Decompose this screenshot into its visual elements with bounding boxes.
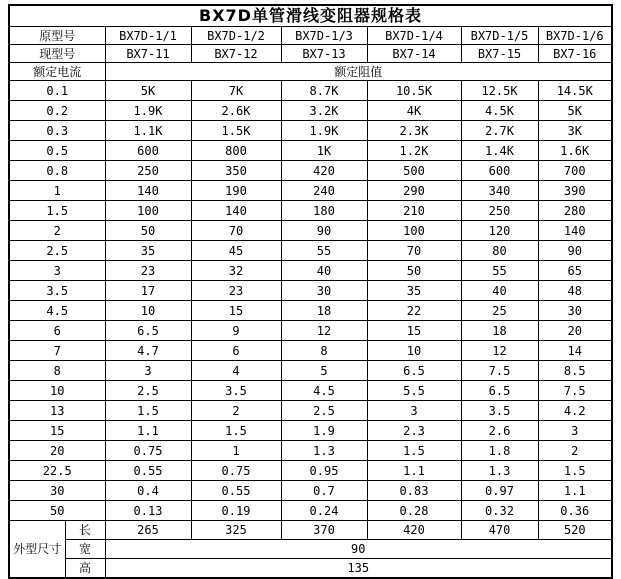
resistance-value-cell: 1.5 [105, 401, 191, 421]
resistance-value-cell: 1K [281, 141, 367, 161]
resistance-value-cell: 12.5K [461, 81, 538, 101]
rated-current-cell: 15 [9, 421, 105, 441]
resistance-value-cell: 1.5 [191, 421, 281, 441]
resistance-value-cell: 6.5 [105, 321, 191, 341]
resistance-value-cell: 800 [191, 141, 281, 161]
resistance-value-cell: 140 [105, 181, 191, 201]
resistance-value-cell: 2 [538, 441, 612, 461]
current-model-cell: BX7-12 [191, 45, 281, 63]
spec-data-row [9, 261, 612, 281]
rated-current-cell: 2 [9, 221, 105, 241]
resistance-value-cell: 140 [191, 201, 281, 221]
length-cell: 325 [191, 521, 281, 540]
resistance-value-cell: 1.3 [461, 461, 538, 481]
spec-table [8, 4, 613, 579]
resistance-value-cell: 2.5 [281, 401, 367, 421]
resistance-value-cell: 6.5 [461, 381, 538, 401]
resistance-value-cell: 10.5K [367, 81, 461, 101]
resistance-value-cell: 0.83 [367, 481, 461, 501]
rated-current-cell: 30 [9, 481, 105, 501]
resistance-value-cell: 32 [191, 261, 281, 281]
resistance-value-cell: 1.9 [281, 421, 367, 441]
resistance-value-cell: 70 [191, 221, 281, 241]
resistance-value-cell: 0.97 [461, 481, 538, 501]
current-model-cell: BX7-16 [538, 45, 612, 63]
resistance-value-cell: 1.5 [538, 461, 612, 481]
resistance-value-cell: 3 [367, 401, 461, 421]
spec-data-row [9, 101, 612, 121]
spec-data-row [9, 321, 612, 341]
resistance-value-cell: 600 [105, 141, 191, 161]
resistance-value-cell: 1.9K [281, 121, 367, 141]
resistance-value-cell: 5K [538, 101, 612, 121]
resistance-value-cell: 50 [105, 221, 191, 241]
resistance-value-cell: 1.8 [461, 441, 538, 461]
resistance-value-cell: 35 [367, 281, 461, 301]
spec-data-row [9, 121, 612, 141]
resistance-value-cell: 25 [461, 301, 538, 321]
resistance-value-cell: 20 [538, 321, 612, 341]
resistance-value-cell: 4 [191, 361, 281, 381]
resistance-value-cell: 7.5 [461, 361, 538, 381]
resistance-value-cell: 210 [367, 201, 461, 221]
resistance-value-cell: 35 [105, 241, 191, 261]
resistance-value-cell: 14 [538, 341, 612, 361]
rated-current-cell: 50 [9, 501, 105, 521]
original-model-label: 原型号 [9, 27, 105, 45]
resistance-value-cell: 90 [538, 241, 612, 261]
spec-data-row [9, 401, 612, 421]
resistance-value-cell: 350 [191, 161, 281, 181]
rated-resistance-label: 额定阻值 [105, 63, 612, 81]
resistance-value-cell: 5K [105, 81, 191, 101]
resistance-value-cell: 45 [191, 241, 281, 261]
spec-data-row [9, 81, 612, 101]
resistance-value-cell: 2.6 [461, 421, 538, 441]
spec-data-row [9, 361, 612, 381]
rated-current-cell: 20 [9, 441, 105, 461]
resistance-value-cell: 8 [281, 341, 367, 361]
resistance-value-cell: 290 [367, 181, 461, 201]
original-model-cell: BX7D-1/3 [281, 27, 367, 45]
current-model-cell: BX7-13 [281, 45, 367, 63]
resistance-value-cell: 2.6K [191, 101, 281, 121]
current-model-row [9, 45, 612, 63]
current-model-cell: BX7-14 [367, 45, 461, 63]
spec-data-row [9, 421, 612, 441]
spec-data-row [9, 241, 612, 261]
resistance-value-cell: 15 [191, 301, 281, 321]
resistance-value-cell: 190 [191, 181, 281, 201]
spec-data-row [9, 141, 612, 161]
table-body [9, 5, 612, 578]
original-model-cell: BX7D-1/5 [461, 27, 538, 45]
rated-current-cell: 3 [9, 261, 105, 281]
rated-current-cell: 4.5 [9, 301, 105, 321]
resistance-value-cell: 4.2 [538, 401, 612, 421]
resistance-value-cell: 120 [461, 221, 538, 241]
resistance-value-cell: 22 [367, 301, 461, 321]
resistance-value-cell: 2.3K [367, 121, 461, 141]
resistance-value-cell: 18 [461, 321, 538, 341]
resistance-value-cell: 1.1K [105, 121, 191, 141]
resistance-value-cell: 3 [538, 421, 612, 441]
rated-current-cell: 1 [9, 181, 105, 201]
rated-current-cell: 8 [9, 361, 105, 381]
width-label: 宽 [65, 540, 105, 559]
resistance-value-cell: 2 [191, 401, 281, 421]
original-model-cell: BX7D-1/1 [105, 27, 191, 45]
resistance-value-cell: 100 [105, 201, 191, 221]
resistance-value-cell: 12 [281, 321, 367, 341]
rated-current-cell: 0.5 [9, 141, 105, 161]
resistance-value-cell: 6 [191, 341, 281, 361]
resistance-value-cell: 0.7 [281, 481, 367, 501]
rated-current-cell: 1.5 [9, 201, 105, 221]
resistance-value-cell: 500 [367, 161, 461, 181]
resistance-value-cell: 0.36 [538, 501, 612, 521]
resistance-value-cell: 55 [461, 261, 538, 281]
resistance-value-cell: 18 [281, 301, 367, 321]
dimensions-label: 外型尺寸 [9, 521, 65, 579]
resistance-value-cell: 180 [281, 201, 367, 221]
length-row [9, 521, 612, 540]
resistance-value-cell: 1.1 [105, 421, 191, 441]
resistance-value-cell: 30 [281, 281, 367, 301]
spec-data-row [9, 441, 612, 461]
resistance-value-cell: 0.4 [105, 481, 191, 501]
resistance-value-cell: 48 [538, 281, 612, 301]
resistance-value-cell: 7.5 [538, 381, 612, 401]
height-label: 高 [65, 559, 105, 579]
resistance-value-cell: 1.1 [367, 461, 461, 481]
rated-current-cell: 10 [9, 381, 105, 401]
resistance-value-cell: 2.3 [367, 421, 461, 441]
rated-current-label: 额定电流 [9, 63, 105, 81]
resistance-value-cell: 3.5 [191, 381, 281, 401]
original-model-cell: BX7D-1/2 [191, 27, 281, 45]
resistance-value-cell: 0.75 [105, 441, 191, 461]
height-cell: 135 [105, 559, 612, 579]
spec-data-row [9, 161, 612, 181]
resistance-value-cell: 17 [105, 281, 191, 301]
resistance-value-cell: 70 [367, 241, 461, 261]
rated-current-cell: 2.5 [9, 241, 105, 261]
resistance-value-cell: 1.2K [367, 141, 461, 161]
original-model-cell: BX7D-1/6 [538, 27, 612, 45]
resistance-value-cell: 340 [461, 181, 538, 201]
resistance-value-cell: 5 [281, 361, 367, 381]
resistance-value-cell: 80 [461, 241, 538, 261]
resistance-value-cell: 3 [105, 361, 191, 381]
spec-data-row [9, 221, 612, 241]
resistance-value-cell: 10 [367, 341, 461, 361]
length-cell: 370 [281, 521, 367, 540]
table-title: BX7D单管滑线变阻器规格表 [9, 5, 612, 27]
resistance-value-cell: 1.5 [367, 441, 461, 461]
rated-current-cell: 7 [9, 341, 105, 361]
spec-data-row [9, 461, 612, 481]
resistance-value-cell: 4.7 [105, 341, 191, 361]
original-model-row [9, 27, 612, 45]
resistance-value-cell: 1.6K [538, 141, 612, 161]
resistance-value-cell: 15 [367, 321, 461, 341]
length-cell: 470 [461, 521, 538, 540]
resistance-value-cell: 140 [538, 221, 612, 241]
rated-current-cell: 0.8 [9, 161, 105, 181]
resistance-value-cell: 1.1 [538, 481, 612, 501]
width-row [9, 540, 612, 559]
current-model-cell: BX7-15 [461, 45, 538, 63]
resistance-value-cell: 1.9K [105, 101, 191, 121]
length-cell: 520 [538, 521, 612, 540]
spec-data-row [9, 281, 612, 301]
resistance-value-cell: 14.5K [538, 81, 612, 101]
resistance-value-cell: 2.5 [105, 381, 191, 401]
resistance-value-cell: 3.5 [461, 401, 538, 421]
resistance-value-cell: 6.5 [367, 361, 461, 381]
resistance-value-cell: 240 [281, 181, 367, 201]
resistance-value-cell: 4.5K [461, 101, 538, 121]
resistance-value-cell: 4K [367, 101, 461, 121]
resistance-value-cell: 40 [281, 261, 367, 281]
length-cell: 265 [105, 521, 191, 540]
current-model-label: 现型号 [9, 45, 105, 63]
resistance-value-cell: 5.5 [367, 381, 461, 401]
resistance-value-cell: 30 [538, 301, 612, 321]
length-cell: 420 [367, 521, 461, 540]
spec-data-row [9, 201, 612, 221]
document-page [8, 4, 613, 579]
rated-current-cell: 0.1 [9, 81, 105, 101]
resistance-value-cell: 0.13 [105, 501, 191, 521]
spec-data-row [9, 501, 612, 521]
resistance-value-cell: 3.2K [281, 101, 367, 121]
resistance-value-cell: 250 [105, 161, 191, 181]
resistance-value-cell: 3K [538, 121, 612, 141]
resistance-value-cell: 390 [538, 181, 612, 201]
resistance-value-cell: 1.4K [461, 141, 538, 161]
rating-header-row [9, 63, 612, 81]
resistance-value-cell: 23 [105, 261, 191, 281]
resistance-value-cell: 700 [538, 161, 612, 181]
resistance-value-cell: 0.55 [191, 481, 281, 501]
resistance-value-cell: 0.55 [105, 461, 191, 481]
resistance-value-cell: 8.5 [538, 361, 612, 381]
title-row [9, 5, 612, 27]
resistance-value-cell: 50 [367, 261, 461, 281]
rated-current-cell: 0.3 [9, 121, 105, 141]
resistance-value-cell: 1 [191, 441, 281, 461]
spec-data-row [9, 481, 612, 501]
current-model-cell: BX7-11 [105, 45, 191, 63]
resistance-value-cell: 2.7K [461, 121, 538, 141]
rated-current-cell: 0.2 [9, 101, 105, 121]
resistance-value-cell: 0.75 [191, 461, 281, 481]
height-row [9, 559, 612, 579]
resistance-value-cell: 7K [191, 81, 281, 101]
resistance-value-cell: 0.95 [281, 461, 367, 481]
resistance-value-cell: 420 [281, 161, 367, 181]
rated-current-cell: 3.5 [9, 281, 105, 301]
resistance-value-cell: 65 [538, 261, 612, 281]
spec-data-row [9, 341, 612, 361]
original-model-cell: BX7D-1/4 [367, 27, 461, 45]
rated-current-cell: 22.5 [9, 461, 105, 481]
resistance-value-cell: 0.19 [191, 501, 281, 521]
resistance-value-cell: 0.32 [461, 501, 538, 521]
resistance-value-cell: 0.24 [281, 501, 367, 521]
resistance-value-cell: 9 [191, 321, 281, 341]
resistance-value-cell: 100 [367, 221, 461, 241]
length-label: 长 [65, 521, 105, 540]
rated-current-cell: 13 [9, 401, 105, 421]
resistance-value-cell: 1.5K [191, 121, 281, 141]
resistance-value-cell: 23 [191, 281, 281, 301]
spec-data-row [9, 301, 612, 321]
resistance-value-cell: 40 [461, 281, 538, 301]
resistance-value-cell: 90 [281, 221, 367, 241]
resistance-value-cell: 280 [538, 201, 612, 221]
spec-data-row [9, 181, 612, 201]
resistance-value-cell: 10 [105, 301, 191, 321]
resistance-value-cell: 4.5 [281, 381, 367, 401]
spec-data-row [9, 381, 612, 401]
resistance-value-cell: 250 [461, 201, 538, 221]
resistance-value-cell: 0.28 [367, 501, 461, 521]
resistance-value-cell: 55 [281, 241, 367, 261]
rated-current-cell: 6 [9, 321, 105, 341]
resistance-value-cell: 1.3 [281, 441, 367, 461]
width-cell: 90 [105, 540, 612, 559]
resistance-value-cell: 600 [461, 161, 538, 181]
resistance-value-cell: 8.7K [281, 81, 367, 101]
resistance-value-cell: 12 [461, 341, 538, 361]
